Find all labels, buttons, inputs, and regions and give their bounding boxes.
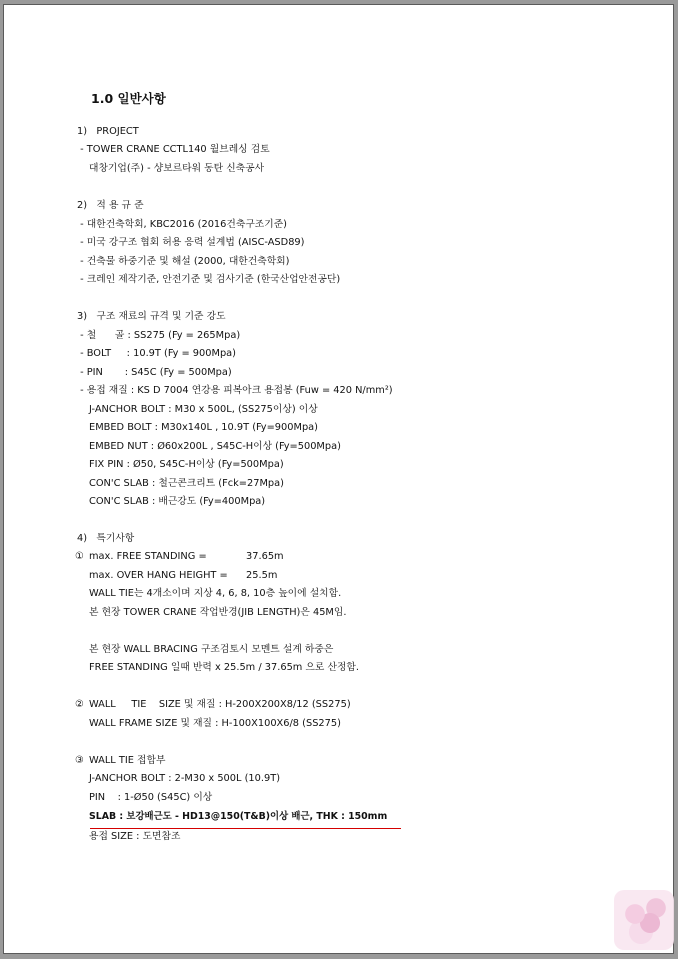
note-1-marker: ① <box>75 551 84 562</box>
note-1-line-4: 본 현장 TOWER CRANE 작업반경(JIB LENGTH)은 45M임. <box>89 607 347 618</box>
materials-line-5: J-ANCHOR BOLT : M30 x 500L, (SS275이상) 이상 <box>89 404 318 415</box>
note-1-line-5: 본 현장 WALL BRACING 구조검토시 모멘트 설계 하중은 <box>89 644 334 655</box>
materials-title: 3) 구조 재료의 규격 및 기준 강도 <box>77 311 226 322</box>
standards-line-2: - 미국 강구조 협회 허용 응력 설계법 (AISC-ASD89) <box>77 237 305 248</box>
standards-line-3: - 건축물 하중기준 및 해설 (2000, 대한건축학회) <box>77 256 290 267</box>
slab-red-underline <box>90 828 401 829</box>
standards-line-1: - 대한건축학회, KBC2016 (2016건축구조기준) <box>77 219 287 230</box>
note-1-line-1-label: max. FREE STANDING = <box>89 551 207 562</box>
note-3-slab-line: SLAB : 보강배근도 - HD13@150(T&B)이상 배근, THK : 150mm <box>89 811 388 822</box>
note-2-marker: ② <box>75 699 84 710</box>
note-3-line-3: PIN : 1-Ø50 (S45C) 이상 <box>89 792 213 803</box>
materials-line-3: - PIN : S45C (Fy = 500Mpa) <box>77 367 232 378</box>
project-line-1: - TOWER CRANE CCTL140 월브레싱 검토 <box>77 144 270 155</box>
note-1-line-3: WALL TIE는 4개소이며 지상 4, 6, 8, 10층 높이에 설치함. <box>89 588 342 599</box>
materials-line-2: - BOLT : 10.9T (Fy = 900Mpa) <box>77 348 237 359</box>
note-1-line-6: FREE STANDING 일때 반력 x 25.5m / 37.65m 으로 산정함. <box>89 662 360 673</box>
document-content <box>4 5 673 953</box>
materials-line-6: EMBED BOLT : M30x140L , 10.9T (Fy=900Mpa) <box>89 422 318 433</box>
note-1-line-1-value: 37.65m <box>246 551 284 562</box>
note-3-line-5: 용접 SIZE : 도면참조 <box>89 831 181 842</box>
note-1-line-2-value: 25.5m <box>246 570 278 581</box>
note-1-line-2-label: max. OVER HANG HEIGHT = <box>89 570 228 581</box>
document-page <box>3 4 674 954</box>
project-line-2: 대창기업(주) - 샹보르타워 동탄 신축공사 <box>89 163 265 174</box>
notes-title: 4) 특기사항 <box>77 533 135 544</box>
note-3-line-1: WALL TIE 접합부 <box>89 755 166 766</box>
materials-line-9: CON'C SLAB : 철근콘크리트 (Fck=27Mpa) <box>89 478 284 489</box>
materials-line-7: EMBED NUT : Ø60x200L , S45C-H이상 (Fy=500Mpa) <box>89 441 341 452</box>
standards-title: 2) 적 용 규 준 <box>77 200 144 211</box>
blurred-stamp <box>614 890 674 950</box>
materials-line-4: - 용접 재질 : KS D 7004 연강용 피복아크 용접봉 (Fuw = 420 N/mm²) <box>77 385 393 396</box>
materials-line-1: - 철 골 : SS275 (Fy = 265Mpa) <box>77 330 241 341</box>
project-title: 1) PROJECT <box>77 126 139 137</box>
note-2-line-1: WALL TIE SIZE 및 재질 : H-200X200X8/12 (SS275) <box>89 699 351 710</box>
section-heading: 1.0 일반사항 <box>91 91 166 106</box>
note-3-marker: ③ <box>75 755 84 766</box>
note-3-line-2: J-ANCHOR BOLT : 2-M30 x 500L (10.9T) <box>89 773 281 784</box>
materials-line-8: FIX PIN : Ø50, S45C-H이상 (Fy=500Mpa) <box>89 459 284 470</box>
standards-line-4: - 크레인 제작기준, 안전기준 및 검사기준 (한국산업안전공단) <box>77 274 341 285</box>
materials-line-10: CON'C SLAB : 배근강도 (Fy=400Mpa) <box>89 496 266 507</box>
note-2-line-2: WALL FRAME SIZE 및 재질 : H-100X100X6/8 (SS275) <box>89 718 341 729</box>
